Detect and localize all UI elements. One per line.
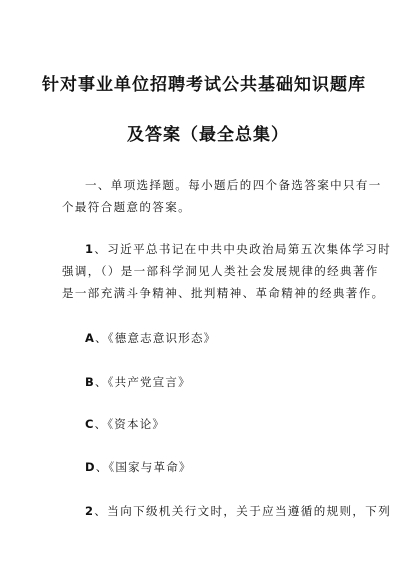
question-1-option-d (85, 459, 192, 475)
option-letter: A (85, 331, 96, 345)
question-2-line-1 (62, 500, 392, 522)
question-2 (62, 500, 392, 522)
question-1-option-a (85, 330, 216, 346)
document-title-line-2: 及答案（最全总集） (127, 125, 289, 145)
option-text: 、《共产党宣言》 (94, 375, 191, 389)
option-text: 、《资本论》 (94, 417, 166, 431)
option-letter: D (85, 460, 96, 474)
question-2-text-1: 、当向下级机关行文时，关于应当遵循的规则，下列 (94, 504, 392, 518)
question-1-line-2: 强调，（）是一部科学洞见人类社会发展规律的经典著作 (62, 264, 379, 278)
question-1-line-3: 是一部充满斗争精神、批判精神、革命精神的经典著作。 (62, 286, 385, 300)
question-1-line-1 (62, 238, 392, 260)
section-instructions-line-1: 一、单项选择题。每小题后的四个备选答案中只有一 (85, 178, 382, 192)
section-instructions (62, 174, 382, 218)
question-1-option-b (85, 374, 191, 390)
question-1-text-1: 、习近平总书记在中共中央政治局第五次集体学习时 (94, 242, 392, 256)
option-letter: C (85, 417, 95, 431)
section-instructions-line-2: 个最符合题意的答案。 (62, 200, 191, 214)
question-1-number: 1 (85, 242, 95, 256)
option-letter: B (85, 375, 95, 389)
option-text: 、《德意志意识形态》 (95, 331, 217, 345)
option-text: 、《国家与革命》 (95, 460, 192, 474)
question-1-option-c (85, 416, 165, 432)
question-1 (62, 238, 392, 304)
question-2-number: 2 (85, 504, 95, 518)
document-title-line-1: 针对事业单位招聘考试公共基础知识题库 (42, 75, 366, 95)
